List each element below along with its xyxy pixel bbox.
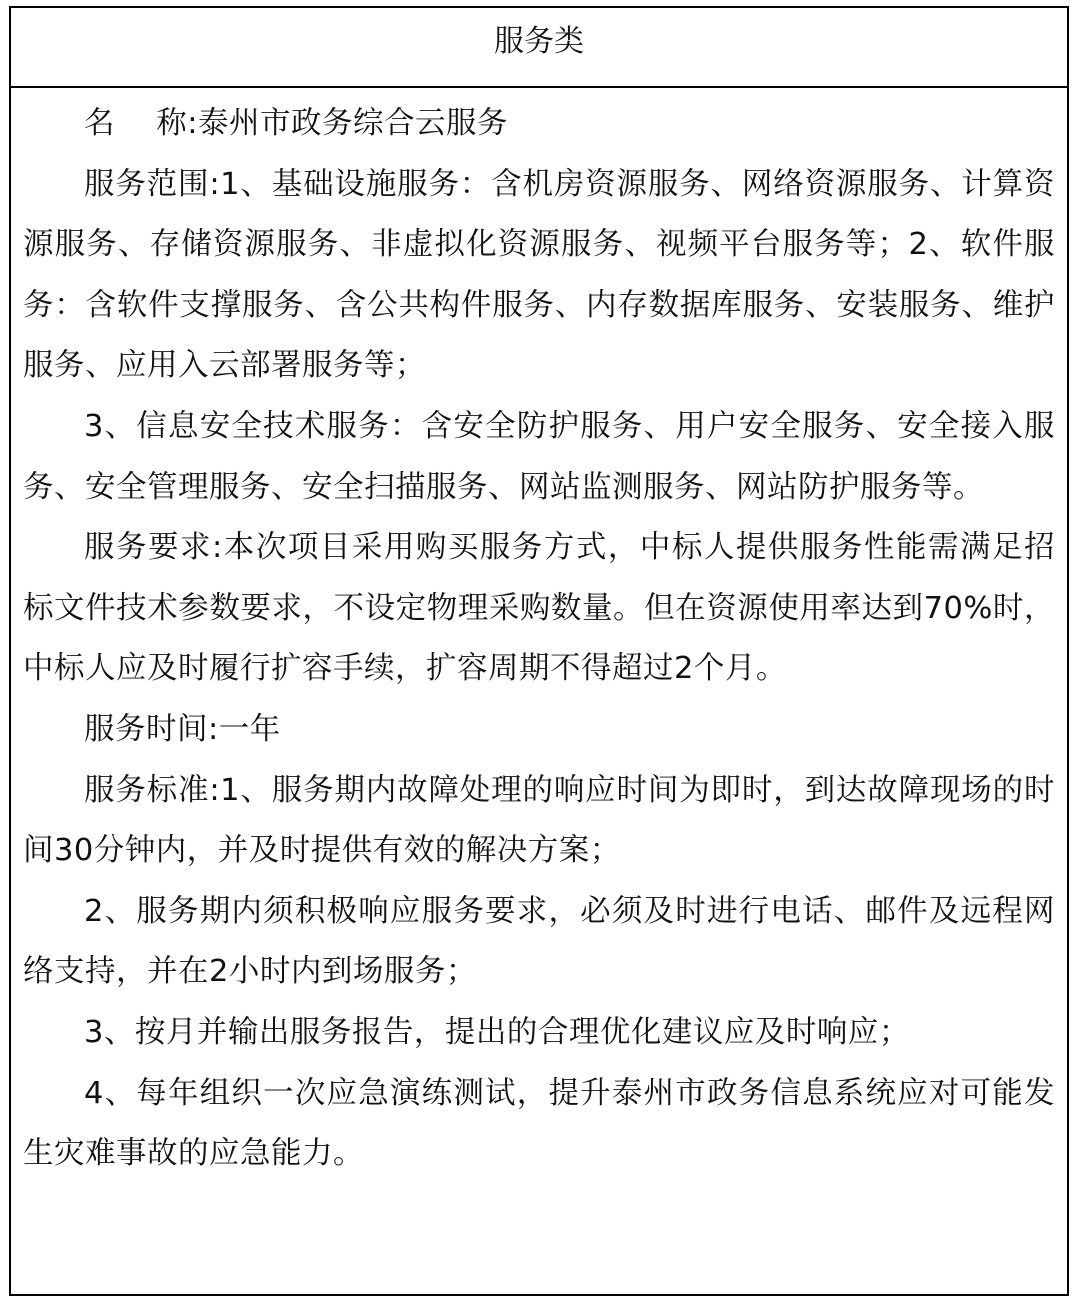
service-name: 名 称:泰州市政务综合云服务 (84, 106, 508, 141)
service-requirements: 服务要求:本次项目采用购买服务方式，中标人提供服务性能需满足招标文件技术参数要求，不设定物理采购数量。但在资源使用率达到70%时，中标人应及时履行扩容手续，扩容周期不得超过2个月。 (23, 530, 1055, 687)
service-standard-2: 2、服务期内须积极响应服务要求，必须及时进行电话、邮件及远程网络支持，并在2小时内到场服务； (23, 893, 1055, 990)
table-header (11, 8, 1067, 88)
service-scope: 服务范围:1、基础设施服务：含机房资源服务、网络资源服务、计算资源服务、存储资源服务、非虚拟化资源服务、视频平台服务等；2、软件服务：含软件支撑服务、含公共构件服务、内存数据库服务、安装服务、维护服务、应用入云部署服务等； (23, 166, 1055, 384)
service-standard-1: 服务标准:1、服务期内故障处理的响应时间为即时，到达故障现场的时间30分钟内，并及时提供有效的解决方案； (23, 772, 1055, 869)
table-title: 服务类 (494, 24, 584, 59)
service-time: 服务时间:一年 (84, 711, 281, 747)
service-table (9, 6, 1069, 1296)
service-standard-4: 4、每年组织一次应急演练测试，提升泰州市政务信息系统应对可能发生灾难事故的应急能力。 (23, 1075, 1055, 1172)
service-scope-security: 3、信息安全技术服务：含安全防护服务、用户安全服务、安全接入服务、安全管理服务、安全扫描服务、网站监测服务、网站防护服务等。 (23, 408, 1055, 505)
table-body (11, 88, 1067, 1185)
service-standard-3: 3、按月并输出服务报告，提出的合理优化建议应及时响应； (84, 1014, 910, 1050)
